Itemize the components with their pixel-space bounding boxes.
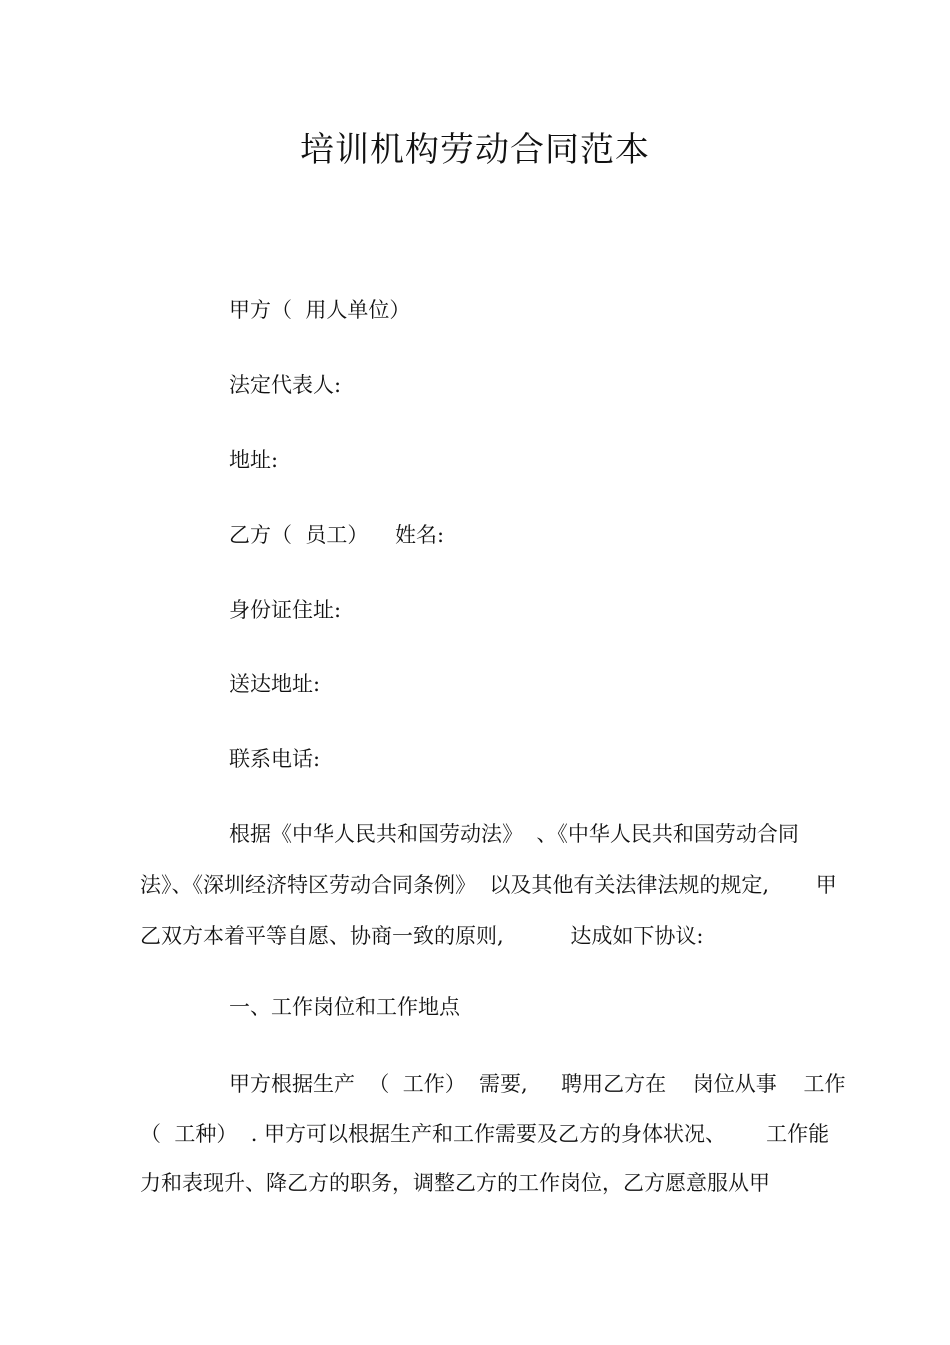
address-line: 地址: bbox=[229, 448, 279, 472]
intro-line-3: 乙双方本着平等自愿、协商一致的原则, 达成如下协议: bbox=[140, 924, 704, 948]
phone-line: 联系电话: bbox=[229, 747, 321, 771]
section-1-line-3: 力和表现升、降乙方的职务，调整乙方的工作岗位，乙方愿意服从甲 bbox=[140, 1171, 770, 1195]
intro-line-1: 根据《中华人民共和国劳动法》 、《中华人民共和国劳动合同 bbox=[229, 822, 799, 846]
legal-representative-line: 法定代表人: bbox=[229, 373, 342, 397]
id-address-line: 身份证住址: bbox=[229, 598, 342, 622]
document-title: 培训机构劳动合同范本 bbox=[300, 130, 650, 170]
section-1-line-2: （ 工种） . 甲方可以根据生产和工作需要及乙方的身体状况、 工作能 bbox=[140, 1122, 830, 1146]
section-1-line-1: 甲方根据生产 （ 工作） 需要, 聘用乙方在 岗位从事 工作 bbox=[229, 1072, 846, 1096]
delivery-address-line: 送达地址: bbox=[229, 672, 321, 696]
section-1-heading: 一、工作岗位和工作地点 bbox=[229, 995, 460, 1019]
intro-line-2: 法》、《深圳经济特区劳动合同条例》 以及其他有关法律法规的规定, 甲 bbox=[140, 873, 837, 897]
party-a-line: 甲方（ 用人单位） bbox=[229, 298, 411, 322]
party-b-line: 乙方（ 员工） 姓名: bbox=[229, 523, 445, 547]
